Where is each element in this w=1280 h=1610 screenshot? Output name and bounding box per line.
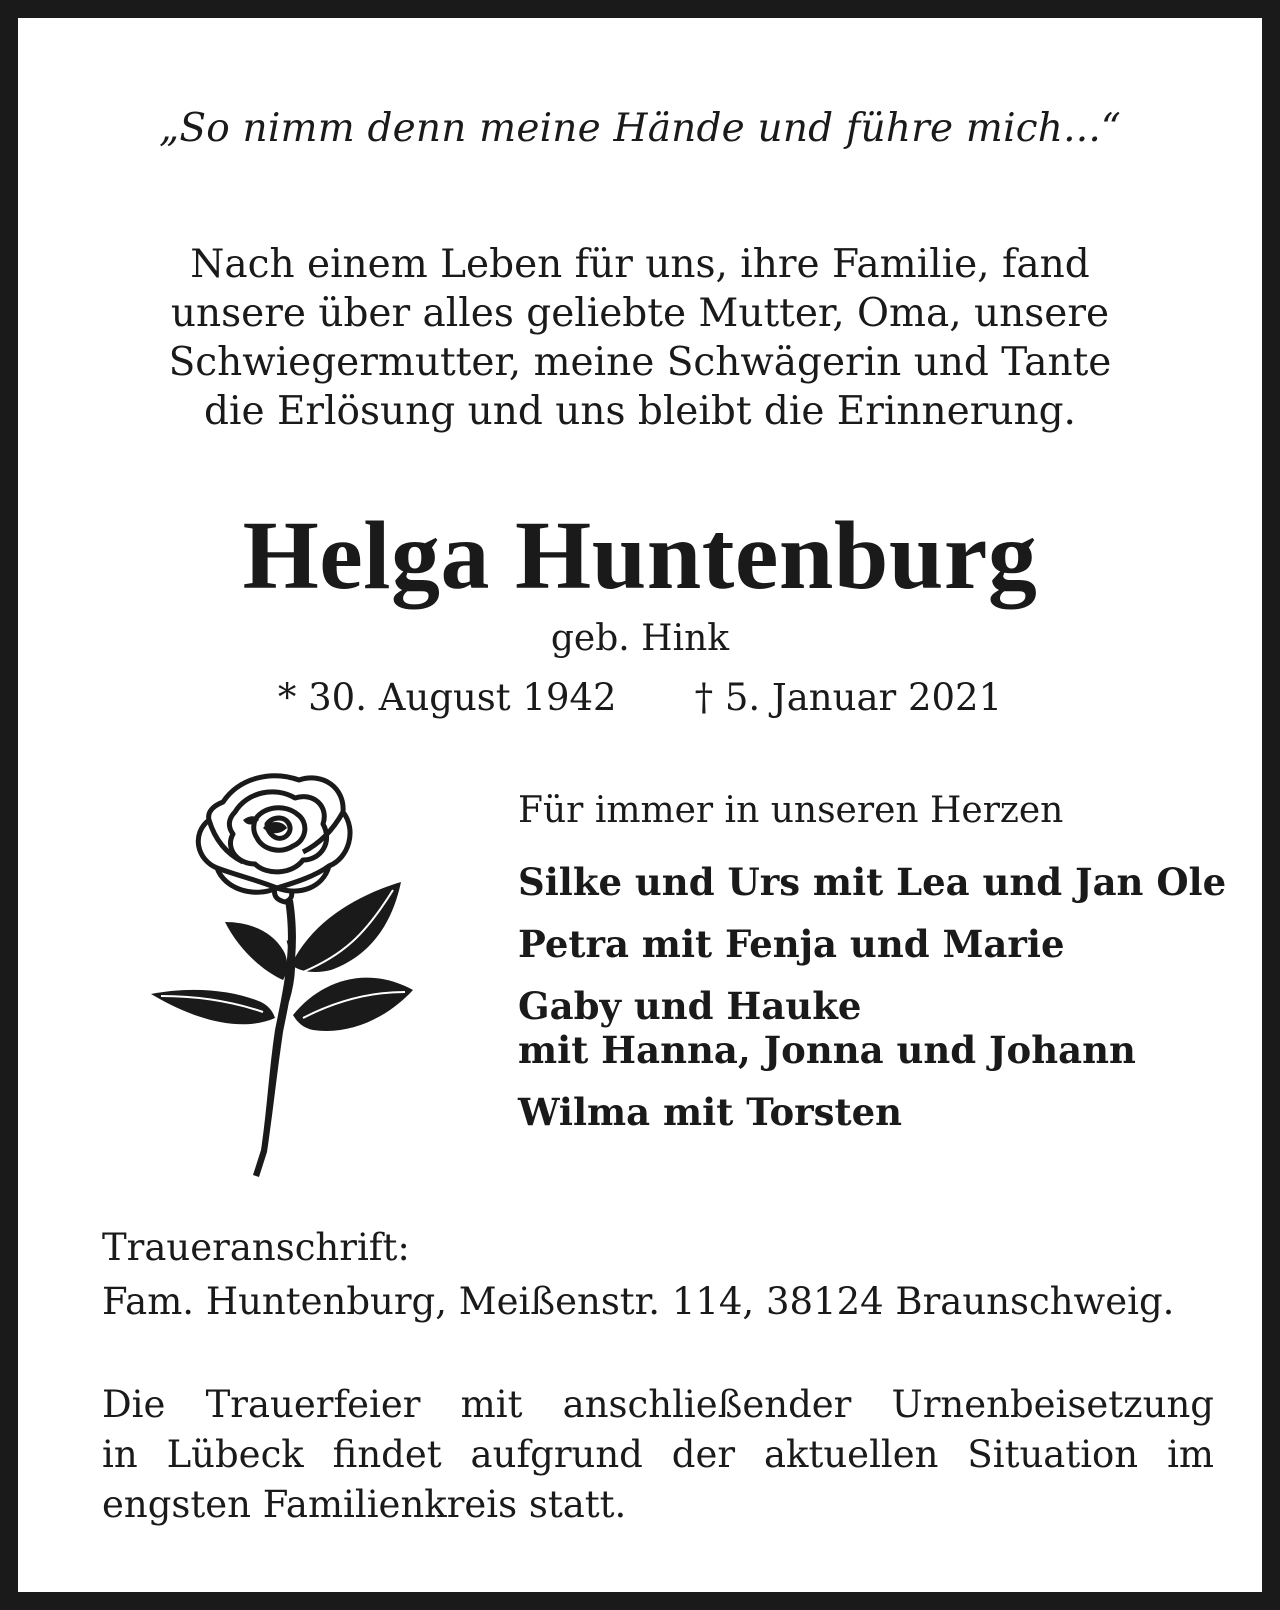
family-entry: Wilma mit Torsten (518, 1090, 903, 1134)
intro-line: die Erlösung und uns bleibt die Erinnerung. (204, 389, 1076, 434)
quote: „So nimm denn meine Hände und führe mich...“ (158, 106, 1122, 151)
birth-date: * 30. August 1942 (277, 676, 617, 719)
family-subtitle: Für immer in unseren Herzen (518, 790, 1064, 831)
birth-name: geb. Hink (550, 618, 730, 659)
notice-line: Die Trauerfeier mit anschließender Urnenbeisetzung (102, 1383, 1214, 1426)
family-entry: Gaby und Hauke (518, 984, 862, 1028)
death-date: † 5. Januar 2021 (694, 676, 1003, 719)
intro-line: unsere über alles geliebte Mutter, Oma, unsere (170, 291, 1110, 336)
notice-line: engsten Familienkreis statt. (102, 1483, 627, 1526)
intro-line: Schwiegermutter, meine Schwägerin und Tante (168, 340, 1112, 385)
rose-icon (143, 750, 433, 1190)
funeral-notice (102, 1380, 1214, 1530)
life-dates (18, 676, 1262, 719)
family-entry: mit Hanna, Jonna und Johann (518, 1028, 1136, 1072)
family-entry: Petra mit Fenja und Marie (518, 922, 1065, 966)
intro-line: Nach einem Leben für uns, ihre Familie, fand (190, 242, 1090, 287)
address-label: Traueranschrift: (102, 1226, 410, 1269)
mourning-address: Fam. Huntenburg, Meißenstr. 114, 38124 Braunschweig. (102, 1280, 1175, 1323)
intro-text (118, 240, 1162, 436)
family-entry: Silke und Urs mit Lea und Jan Ole (518, 860, 1227, 904)
notice-line: in Lübeck findet aufgrund der aktuellen Situation im (102, 1433, 1214, 1476)
family-list (518, 860, 1226, 1134)
deceased-name: Helga Huntenburg (242, 502, 1038, 610)
